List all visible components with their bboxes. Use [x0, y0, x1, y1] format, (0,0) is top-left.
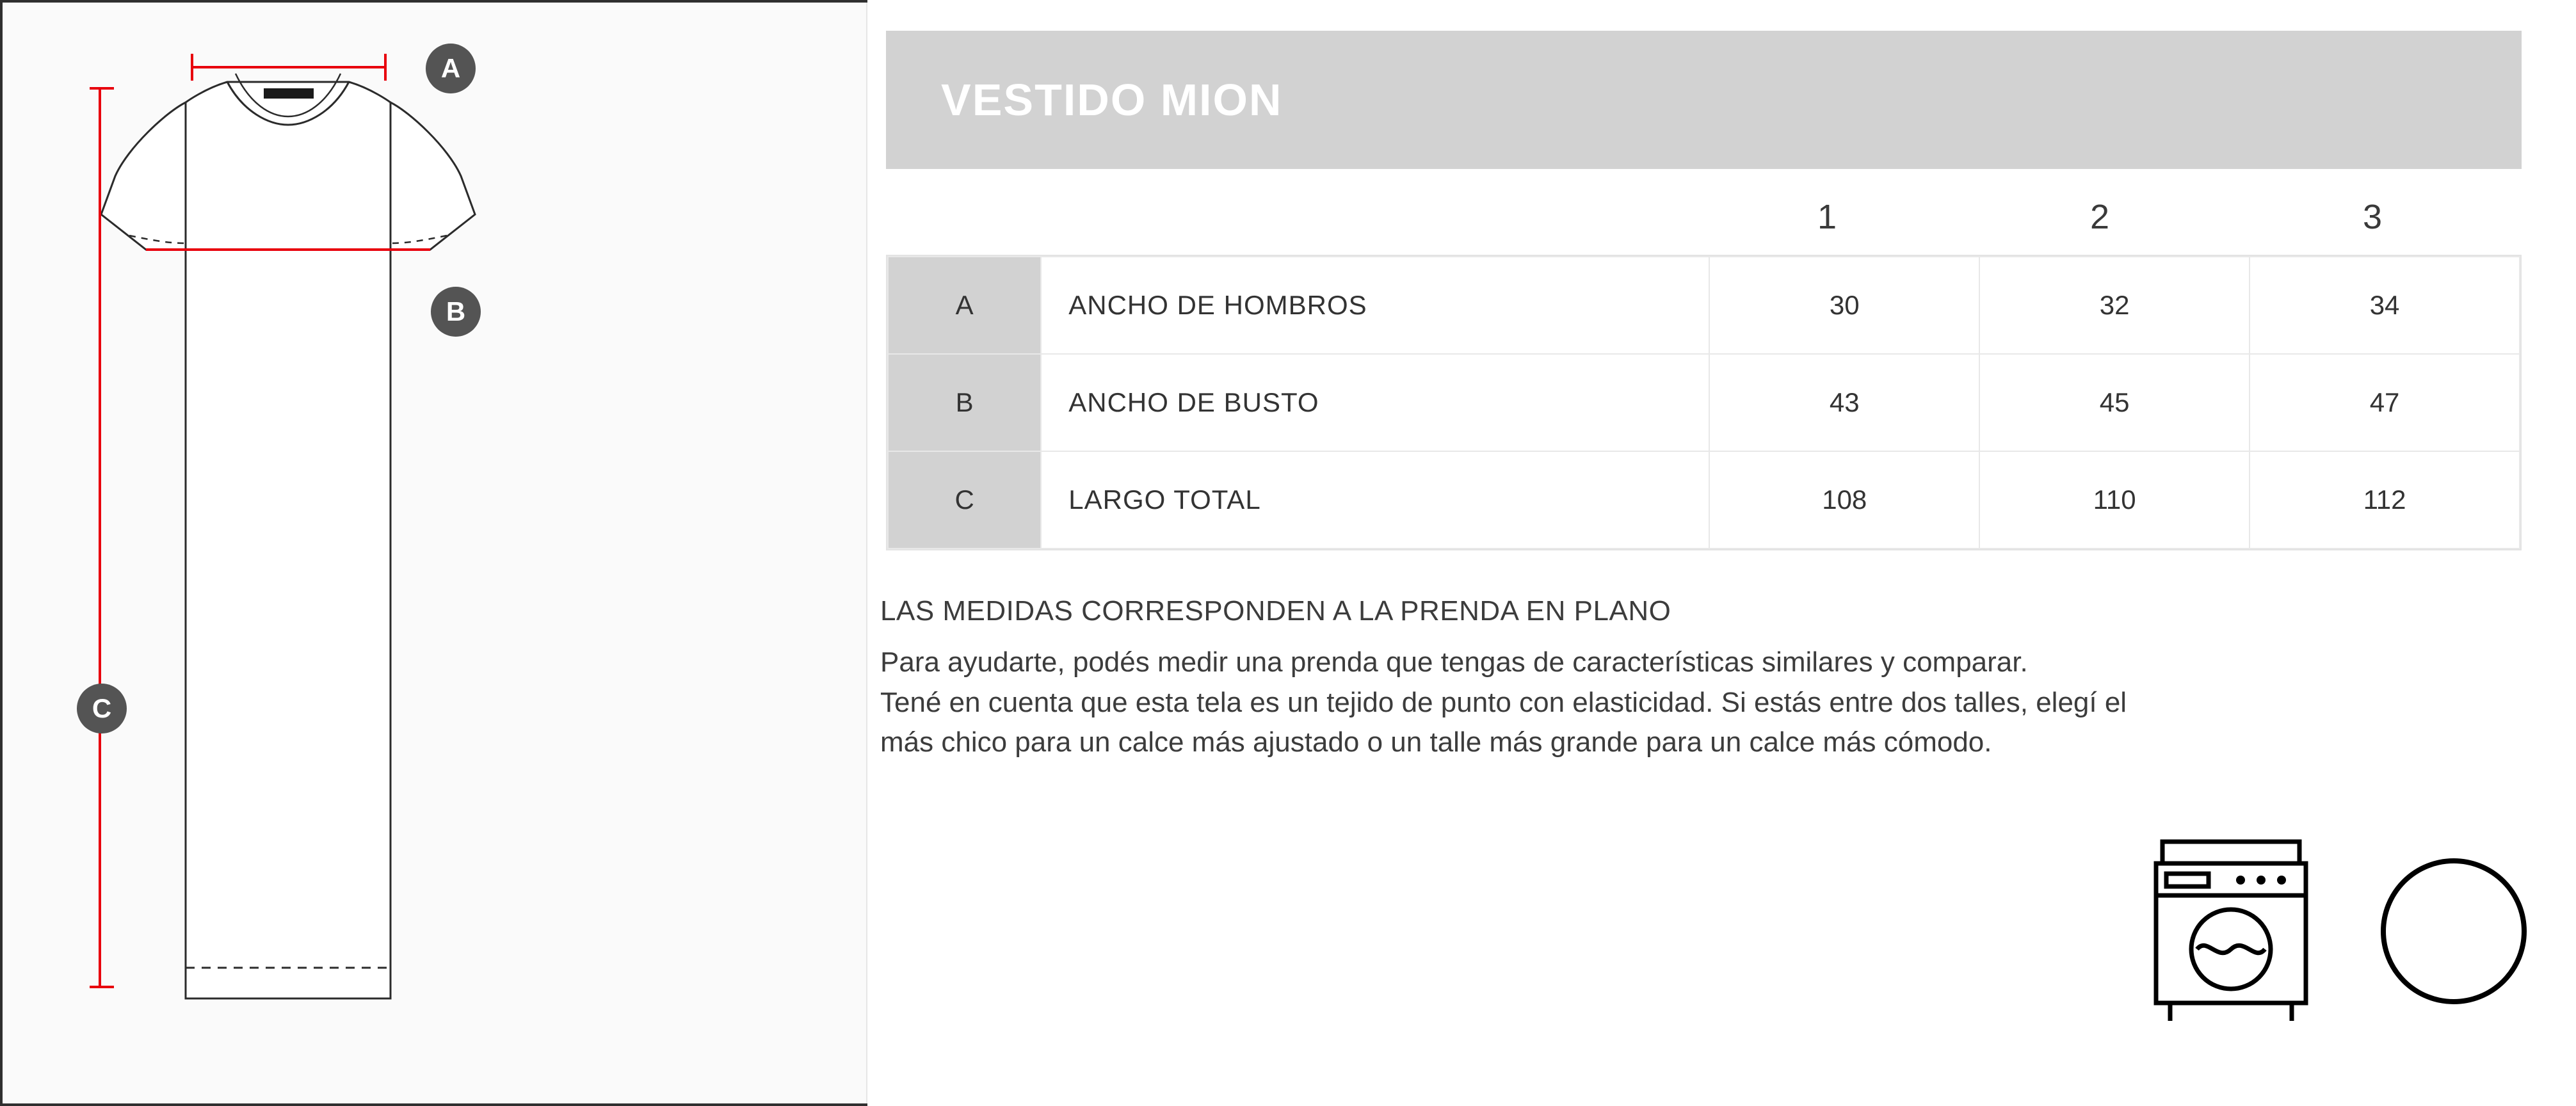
row-c-size-3: 112 [2250, 451, 2520, 549]
header-spacer-letter [886, 179, 1040, 255]
dress-technical-drawing [90, 38, 768, 1062]
callout-badge-b: B [431, 287, 481, 337]
row-letter-a: A [888, 257, 1041, 354]
row-c-size-2: 110 [1979, 451, 2250, 549]
table-row [888, 451, 2520, 549]
row-b-size-3: 47 [2250, 354, 2520, 451]
table-row [888, 257, 2520, 354]
washing-machine-icon [2145, 832, 2317, 1030]
header-spacer-description [1040, 179, 1691, 255]
page-title: VESTIDO MION [941, 75, 1283, 125]
frame-border-left [0, 0, 3, 1106]
callout-badge-c: C [77, 684, 127, 733]
row-a-size-3: 34 [2250, 257, 2520, 354]
row-description-b: ANCHO DE BUSTO [1041, 354, 1709, 451]
measurements-table [886, 255, 2522, 550]
notes-block [880, 595, 2481, 764]
row-description-a: ANCHO DE HOMBROS [1041, 257, 1709, 354]
callout-badge-a: A [426, 44, 476, 93]
frame-border-top [0, 0, 867, 3]
row-b-size-1: 43 [1709, 354, 1979, 451]
size-header-1: 1 [1817, 198, 1837, 236]
row-letter-c: C [888, 451, 1041, 549]
notes-line-2: Tené en cuenta que esta tela es un tejido de punto con elasticidad. Si estás entre dos talles, elegí el [880, 686, 2127, 718]
row-letter-b: B [888, 354, 1041, 451]
row-a-size-1: 30 [1709, 257, 1979, 354]
product-title-bar [886, 31, 2522, 169]
notes-line-3: más chico para un calce más ajustado o un talle más grande para un calce más cómodo. [880, 726, 1992, 758]
row-a-size-2: 32 [1979, 257, 2250, 354]
size-header-2: 2 [2089, 198, 2110, 236]
row-description-c: LARGO TOTAL [1041, 451, 1709, 549]
size-column-headers [886, 179, 2522, 255]
frame-border-bottom [0, 1103, 867, 1106]
size-header-3: 3 [2362, 198, 2383, 236]
table-row [888, 354, 2520, 451]
garment-diagram-panel [0, 0, 867, 1106]
notes-heading: LAS MEDIDAS CORRESPONDEN A LA PRENDA EN PLANO [880, 595, 1671, 627]
care-instructions-icons [2145, 826, 2576, 1037]
row-c-size-1: 108 [1709, 451, 1979, 549]
circle-dryclean-icon [2367, 832, 2540, 1030]
notes-line-1: Para ayudarte, podés medir una prenda que tengas de características similares y comparar. [880, 646, 2028, 678]
size-info-panel [867, 0, 2576, 1106]
row-b-size-2: 45 [1979, 354, 2250, 451]
